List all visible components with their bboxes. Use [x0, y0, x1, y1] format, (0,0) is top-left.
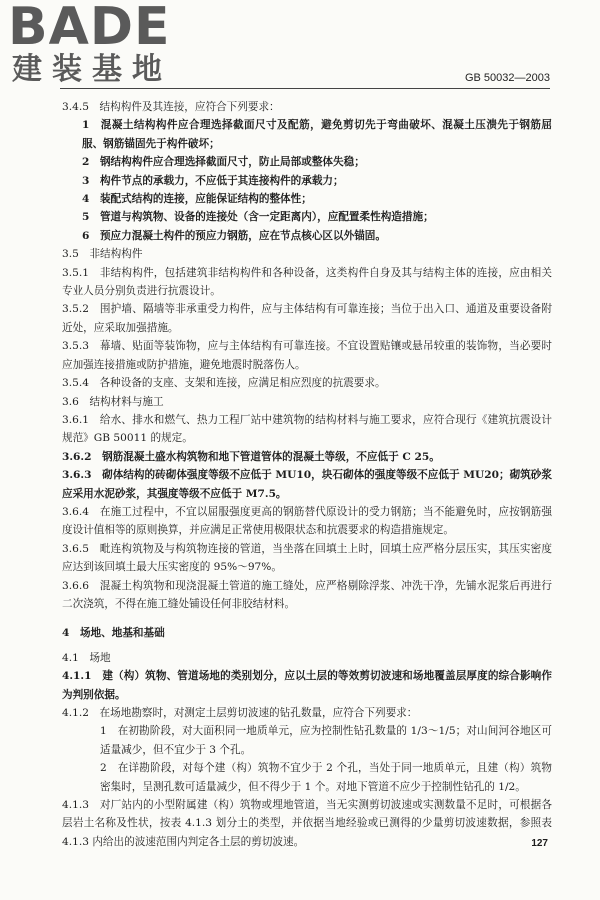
section-heading-3-5: 3.5 非结构构件	[62, 248, 143, 261]
list-item: 3 构件节点的承载力，不应低于其连接构件的承载力；	[82, 174, 344, 187]
clause-3-6-3: 3.6.3 砌体结构的砖砌体强度等级不应低于 MU10，块石砌体的强度等级不应低于 MU20；砌筑砂浆应采用水泥砂浆，其强度等级不应低于 M7.5。	[62, 469, 552, 500]
logo-wordmark: BADE	[8, 0, 171, 57]
clause-3-5-3: 3.5.3 幕墙、贴面等装饰物，应与主体结构有可靠连接。不宜设置贴镶或悬吊较重的装饰物，当必要时应加强连接措施或防护措施，避免地震时脱落伤人。	[62, 340, 552, 371]
header-divider	[60, 88, 550, 89]
clause-3-6-1: 3.6.1 给水、排水和燃气、热力工程厂站中建筑物的结构材料与施工要求，应符合现行《建筑抗震设计规范》GB 50011 的规定。	[62, 413, 552, 445]
list-item: 5 管道与构筑物、设备的连接处（含一定距离内），应配置柔性构造措施；	[82, 211, 434, 224]
clause-3-5-2: 3.5.2 围护墙、隔墙等非承重受力构件，应与主体结构有可靠连接；当位于出入口、通道及重要设备附近处，应采取加强措施。	[62, 303, 552, 334]
clause-3-5-4: 3.5.4 各种设备的支座、支架和连接，应满足相应烈度的抗震要求。	[62, 377, 386, 390]
list-item: 1 混凝土结构构件应合理选择截面尺寸及配筋，避免剪切先于弯曲破坏、混凝土压溃先于钢筋屈服、钢筋锚固先于构件破坏；	[82, 119, 552, 150]
list-item: 2 在详勘阶段，对每个建（构）筑物不宜少于 2 个孔，当处于同一地质单元，且建（构）筑物密集时，呈测孔数可适量减少，但不得少于 1 个。对地下管道不应少于控制性钻孔的 1/2。	[100, 762, 552, 793]
chapter-heading-4: 4 场地、地基和基础	[62, 627, 165, 640]
clause-3-5-1: 3.5.1 非结构构件，包括建筑非结构构件和各种设备，这类构件自身及其与结构主体的连接，应由相关专业人员分别负责进行抗震设计。	[62, 266, 552, 298]
list-item: 4 装配式结构的连接，应能保证结构的整体性；	[82, 193, 312, 206]
clause-3-6-6: 3.6.6 混凝土构筑物和现浇混凝土管道的施工缝处，应严格剔除浮浆、冲洗干净，先铺水泥浆后再进行二次浇筑，不得在施工缝处铺设任何非胶结材料。	[62, 579, 552, 610]
page-body	[62, 98, 552, 851]
bade-logo	[8, 2, 183, 88]
clause-4-1-2: 4.1.2 在场地勘察时，对测定土层剪切波速的钻孔数量，应符合下列要求：	[62, 707, 418, 719]
list-item: 1 在初勘阶段，对大面积同一地质单元，应为控制性钻孔数量的 1/3～1/5；对山间河谷地区可适量减少，但不宜少于 3 个孔。	[100, 725, 552, 756]
section-heading-3-6: 3.6 结构材料与施工	[62, 395, 164, 408]
page-number: 127	[531, 838, 548, 849]
clause-4-1-1: 4.1.1 建（构）筑物、管道场地的类别划分，应以土层的等效剪切波速和场地覆盖层厚度的综合影响作为判别依据。	[62, 670, 552, 701]
list-item: 6 预应力混凝土构件的预应力钢筋，应在节点核心区以外锚固。	[82, 229, 386, 242]
clause-4-1-3: 4.1.3 对厂站内的小型附属建（构）筑物或埋地管道，当无实测剪切波速或实测数量不足时，可根据各层岩土名称及性状，按表 4.1.3 划分土的类型，并依据当地经验或已测得的少量剪切波速数据，参照表 4.1.3 内给出的波速范围内判定各土层的剪切波速。	[62, 799, 552, 848]
section-heading-4-1: 4.1 场地	[62, 651, 111, 664]
list-item: 2 钢结构构件应合理选择截面尺寸，防止局部或整体失稳；	[82, 156, 365, 169]
clause-3-6-2: 3.6.2 钢筋混凝土盛水构筑物和地下管道管体的混凝土等级，不应低于 C 25。	[62, 450, 440, 463]
standard-code: GB 50032—2003	[464, 72, 550, 84]
clause-3-6-4: 3.6.4 在施工过程中，不宜以屈服强度更高的钢筋替代原设计的受力钢筋；当不能避免时，应按钢筋强度设计值相等的原则换算，并应满足正常使用极限状态和抗震要求的构造措施规定。	[62, 505, 552, 537]
clause-3-4-5: 3.4.5 结构构件及其连接，应符合下列要求：	[62, 101, 280, 113]
logo-subtitle: 建装基地	[12, 52, 172, 87]
clause-3-6-5: 3.6.5 毗连构筑物及与构筑物连接的管道，当坐落在回填土上时，回填土应严格分层压实，其压实密度应达到该回填土最大压实密度的 95%～97%。	[62, 542, 552, 574]
